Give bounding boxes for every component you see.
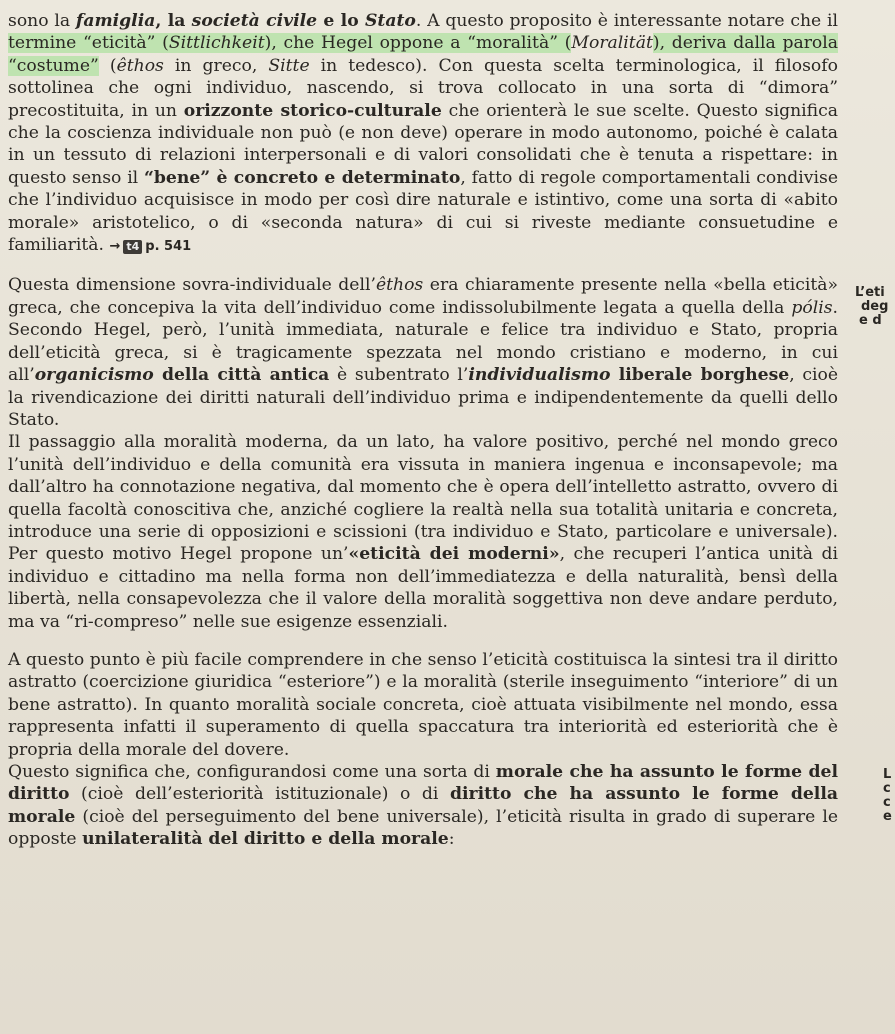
paragraph-5	[8, 761, 838, 851]
text: sono la	[8, 11, 76, 31]
term-unilateralita: unilateralità del diritto e della morale	[82, 829, 449, 850]
text: in tedesco). Con questa scelta terminologica, il filosofo sottolinea che ogni individuo, nascendo, si trova collocato in una sorta di “dimora” precostituita, in un	[8, 55, 838, 121]
term-citta-antica: della città antica	[153, 365, 330, 386]
page-reference: p. 541	[145, 239, 192, 255]
term-bene-concreto: “bene” è concreto e determinato	[144, 167, 461, 188]
margin-text: e	[883, 809, 892, 824]
term-morale-diritto: morale che ha assunto le forme del diritto	[8, 762, 838, 805]
term-organicismo: organicismo	[34, 365, 154, 386]
text: . Secondo Hegel, però, l’unità immediata, naturale e felice tra individuo e Stato, propria dell’eticità greca, si è tragicamente spezzata nel mondo cristiano e moderno, in cui all’	[8, 297, 838, 386]
cross-reference[interactable]	[109, 236, 191, 258]
term-ethos: êthos	[375, 275, 424, 296]
term-moralitat: Moralität	[571, 33, 653, 54]
term-ethos: êthos	[116, 55, 164, 76]
text: . A questo proposito è interessante notare che il	[415, 11, 838, 31]
term-stato: Stato	[364, 11, 416, 31]
paragraph-2	[8, 274, 838, 431]
text: e lo	[317, 11, 365, 31]
text: (cioè del perseguimento del bene universale), l’eticità risulta in grado di superare le opposte	[8, 806, 838, 850]
text: A questo punto è più facile comprendere in che senso l’eticità costituisca la sintesi tra il diritto astratto (coercizione giuridica “esteriore”) e la moralità (sterile inseguimento “interiore” di un bene astratto). In quanto moralità sociale concreta, cioè attuata visibilmente nel mondo, essa rappresenta infatti il superamento di quella spaccatura tra interiorità ed esteriorità che è propria della morale del dovere.	[8, 649, 838, 760]
margin-note-2	[883, 768, 895, 824]
highlight-oppone: ), che Hegel oppone a “moralità” (	[264, 33, 572, 54]
paragraph-1	[8, 10, 838, 258]
paragraph-3	[8, 431, 838, 633]
paragraph-gap	[8, 258, 838, 274]
text: che orienterà le sue scelte. Questo significa che la coscienza individuale non può (e non deve) operare in modo autonomo, poiché è calata in un tessuto di relazioni interpersonali e di valori consolidati che è tenuta a rispettare: in questo senso il	[8, 100, 838, 188]
margin-text: L’eti	[855, 286, 885, 300]
highlight-termine-eticita: termine “eticità” (	[8, 33, 169, 54]
margin-text: c	[883, 781, 891, 796]
text: (	[98, 55, 117, 76]
term-sitte: Sitte	[268, 55, 310, 76]
text: , fatto di regole comportamentali condivise che l’individuo acquisisce in modo per così dire naturale e istintivo, come una sorta di «abito morale» aristotelico, o di «seconda natura» di cui si riveste mediante consuetudine e familiarità.	[8, 167, 838, 256]
term-diritto-morale: diritto che ha assunto le forme della morale	[8, 784, 838, 827]
term-orizzonte: orizzonte storico-culturale	[183, 100, 442, 121]
margin-text: L	[883, 768, 892, 782]
term-famiglia: famiglia	[75, 11, 156, 31]
text: , la	[155, 11, 192, 31]
text: :	[448, 829, 455, 850]
margin-text: e d	[859, 313, 882, 328]
text: era chiaramente presente nella «bella eticità» greca, che concepiva la vita dell’individuo come indissolubilmente legata a quella della	[8, 275, 839, 318]
margin-text: deg	[861, 299, 889, 314]
text: Questa dimensione sovra-individuale dell’	[8, 275, 376, 296]
margin-note-1	[855, 286, 895, 328]
term-eticita-dei-moderni: «eticità dei moderni»	[348, 544, 560, 565]
text: è subentrato l’	[329, 365, 469, 386]
arrow-icon: →	[109, 239, 121, 255]
text: in greco,	[163, 55, 269, 76]
highlight-sittlichkeit: Sittlichkeit	[168, 33, 265, 54]
term-liberale-borghese: liberale borghese	[610, 365, 790, 386]
text: Il passaggio alla moralità moderna, da un lato, ha valore positivo, perché nel mondo greco l’unità dell’individuo e della comunità era vissuta in maniera ingenua e inconsapevole; ma dall’altro ha connotazione negativa, dal momento che è opera dell’intelletto astratto, ovvero di quella facoltà conoscitiva che, anziché cogliere la realtà nella sua totalità unitaria e concreta, introduce una serie di opposizioni e scissioni (tra individuo e Stato, particolare e universale). Per questo motivo Hegel propone un’	[8, 432, 838, 565]
text: , cioè la rivendicazione dei diritti naturali dell’individuo prima e indipendentemente da quelli dello Stato.	[8, 365, 839, 430]
margin-text: c	[883, 795, 891, 810]
paragraph-gap	[8, 633, 838, 649]
term-polis: pólis	[791, 297, 833, 318]
text: Questo significa che, configurandosi come una sorta di	[8, 762, 496, 782]
paragraph-4	[8, 649, 838, 761]
text: , che recuperi l’antica unità di individuo e cittadino ma nella forma non dell’immediatezza e della naturalità, bensì della libertà, nella consapevolezza che il valore della moralità soggettiva non deve andare perduto, ma va “ri-compreso” nelle sue esigenze essenziali.	[8, 544, 839, 632]
text: (cioè dell’esteriorità istituzionale) o di	[69, 784, 450, 805]
term-societa-civile: società civile	[191, 11, 318, 31]
text-badge: t4	[123, 240, 142, 254]
highlight-costume: ), deriva dalla parola “costume”	[8, 33, 839, 76]
text-column	[8, 10, 838, 851]
term-individualismo: individualismo	[468, 365, 611, 386]
